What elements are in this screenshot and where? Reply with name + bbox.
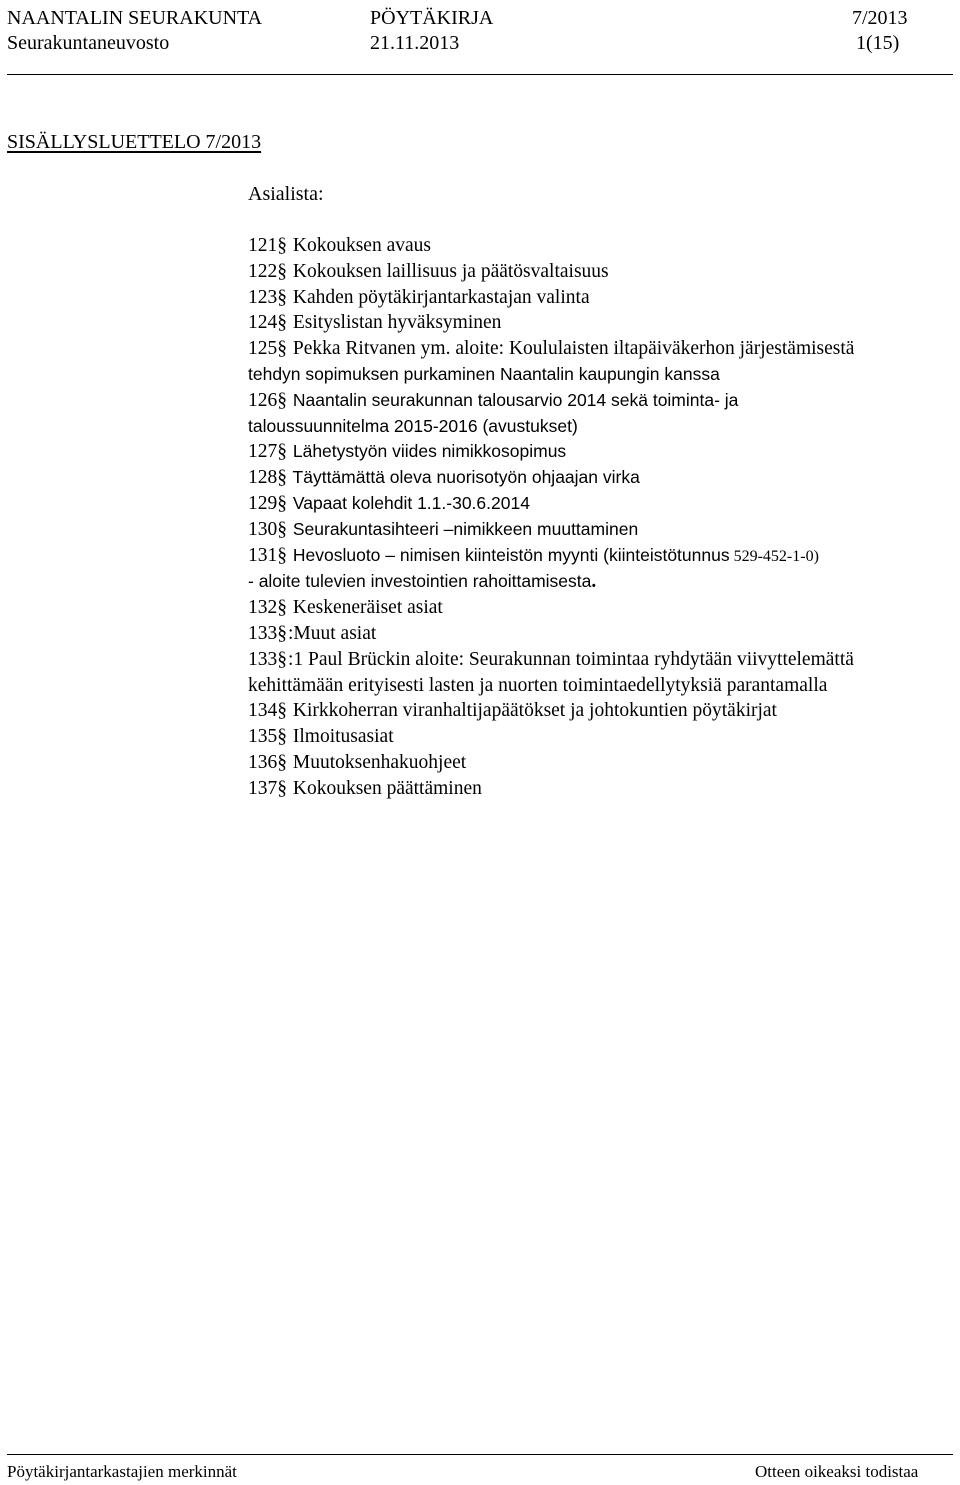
header-date: 21.11.2013 <box>370 32 460 54</box>
agenda-item-text: Kokouksen avaus <box>288 235 431 256</box>
header-page-number: 1(15) <box>856 32 900 54</box>
section-sign: § <box>277 492 287 514</box>
section-sign: § <box>277 726 287 748</box>
agenda-item-continuation-text: kehittämään erityisesti lasten ja nuorten toimintaedellytyksiä parantamalla <box>248 674 828 696</box>
agenda-item-number: 126 <box>248 389 278 411</box>
agenda-item-text: Esityslistan hyväksyminen <box>288 312 502 334</box>
agenda-item <box>248 647 953 673</box>
agenda-list <box>248 233 953 802</box>
continuation-end-mark: . <box>591 571 597 593</box>
footer-divider <box>7 1454 953 1455</box>
agenda-item-continuation-text: taloussuunnitelma 2015-2016 (avustukset) <box>248 415 578 436</box>
agenda-item-text: :Muut asiat <box>288 622 377 644</box>
agenda-item-text: Seurakuntasihteeri –nimikkeen muuttaminen <box>288 518 639 539</box>
agenda-item-text: Vapaat kolehdit 1.1.-30.6.2014 <box>288 492 530 513</box>
agenda-item-continuation-text: - aloite tulevien investointien rahoittamisesta <box>248 571 592 592</box>
section-sign: § <box>277 622 287 644</box>
agenda-item <box>248 439 953 465</box>
agenda-item <box>248 259 953 285</box>
agenda-item-continuation-text: tehdyn sopimuksen purkaminen Naantalin kaupungin kanssa <box>248 363 720 384</box>
agenda-item-text: Lähetystyön viides nimikkosopimus <box>288 441 567 462</box>
agenda-item-text: Naantalin seurakunnan talousarvio 2014 sekä toiminta- ja <box>288 389 739 410</box>
agenda-item-number: 131 <box>248 544 278 566</box>
agenda-item <box>248 310 953 336</box>
agenda-item-number: 137 <box>248 777 278 799</box>
agenda-item <box>248 724 953 750</box>
agenda-item-text: Kahden pöytäkirjantarkastajan valinta <box>288 286 590 308</box>
header-document-type: PÖYTÄKIRJA <box>370 7 494 29</box>
agenda-item-number: 128 <box>248 467 278 489</box>
agenda-item-continuation <box>248 362 953 388</box>
header-body: Seurakuntaneuvosto <box>7 32 170 54</box>
agenda-item-text: Keskeneräiset asiat <box>288 597 443 619</box>
agenda-item-text: Kokouksen päättäminen <box>288 777 482 799</box>
agenda-item-number: 121 <box>248 235 278 256</box>
agenda-item <box>248 336 953 362</box>
section-sign: § <box>277 700 287 722</box>
agenda-item <box>248 388 953 414</box>
agenda-item-continuation <box>248 414 953 440</box>
header-document-number: 7/2013 <box>852 7 908 29</box>
agenda-item-text: Ilmoitusasiat <box>288 726 394 748</box>
agenda-item-number: 122 <box>248 260 278 282</box>
section-sign: § <box>277 235 287 256</box>
section-sign: § <box>277 544 287 566</box>
agenda-item <box>248 621 953 647</box>
section-sign: § <box>277 338 287 360</box>
agenda-item-text: Muutoksenhakuohjeet <box>288 751 467 773</box>
agenda-item-number: 127 <box>248 441 278 463</box>
agenda-item <box>248 491 953 517</box>
agenda-item <box>248 698 953 724</box>
header-divider <box>7 74 953 75</box>
agenda-item-text: :1 Paul Brückin aloite: Seurakunnan toimintaa ryhdytään viivyttelemättä <box>288 648 854 670</box>
agenda-item <box>248 517 953 543</box>
agenda-item-number: 123 <box>248 286 278 308</box>
agenda-item-number: 133 <box>248 648 278 670</box>
section-sign: § <box>277 518 287 540</box>
header-organization: NAANTALIN SEURAKUNTA <box>7 7 263 29</box>
agenda-item-continuation <box>248 673 953 699</box>
agenda-label: Asialista: <box>248 183 324 205</box>
agenda-item-number: 133 <box>248 622 278 644</box>
agenda-item-number: 129 <box>248 492 278 514</box>
agenda-item-text: Pekka Ritvanen ym. aloite: Koululaisten iltapäiväkerhon järjestämisestä <box>288 338 855 360</box>
section-sign: § <box>277 751 287 773</box>
agenda-item <box>248 543 953 570</box>
agenda-item <box>248 750 953 776</box>
agenda-item-number: 134 <box>248 700 278 722</box>
section-sign: § <box>277 467 287 489</box>
section-sign: § <box>277 260 287 282</box>
agenda-item-text: Hevosluoto – nimisen kiinteistön myynti (kiinteistötunnus <box>288 544 730 565</box>
footer-reviewers-note: Pöytäkirjantarkastajien merkinnät <box>7 1462 237 1481</box>
section-sign: § <box>277 777 287 799</box>
agenda-item-number: 130 <box>248 518 278 540</box>
agenda-item-text: Kokouksen laillisuus ja päätösvaltaisuus <box>288 260 609 282</box>
agenda-item-number: 124 <box>248 312 278 334</box>
agenda-item-number: 136 <box>248 751 278 773</box>
section-sign: § <box>277 648 287 670</box>
agenda-item-text: Täyttämättä oleva nuorisotyön ohjaajan virka <box>288 467 640 488</box>
section-sign: § <box>277 286 287 308</box>
section-sign: § <box>277 312 287 334</box>
agenda-item-number: 135 <box>248 726 278 748</box>
section-sign: § <box>277 597 287 619</box>
agenda-item-number: 132 <box>248 597 278 619</box>
agenda-item <box>248 776 953 802</box>
agenda-item <box>248 285 953 311</box>
table-of-contents-title: SISÄLLYSLUETTELO 7/2013 <box>7 131 262 153</box>
section-sign: § <box>277 389 287 411</box>
footer-certification: Otteen oikeaksi todistaa <box>755 1462 919 1481</box>
agenda-item-number: 125 <box>248 338 278 360</box>
agenda-item-continuation <box>248 569 953 595</box>
section-sign: § <box>277 441 287 463</box>
agenda-item <box>248 595 953 621</box>
agenda-item <box>248 233 953 259</box>
agenda-item <box>248 465 953 491</box>
property-code: 529-452-1-0) <box>729 547 819 565</box>
agenda-item-text: Kirkkoherran viranhaltijapäätökset ja johtokuntien pöytäkirjat <box>288 700 777 722</box>
